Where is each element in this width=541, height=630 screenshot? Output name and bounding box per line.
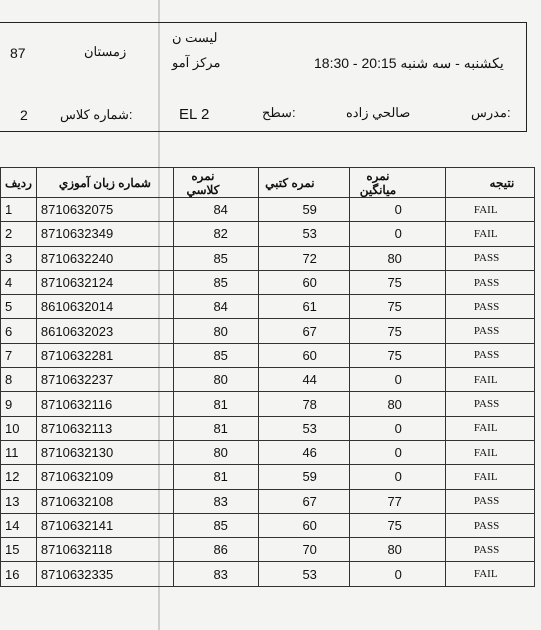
cell-class-score: 80 <box>173 368 258 392</box>
cell-written-score: 70 <box>258 538 349 562</box>
cell-row-number: 2 <box>1 222 37 246</box>
col-header-student-id: شماره زبان آموزي <box>36 168 173 198</box>
cell-average-score: 0 <box>349 416 445 440</box>
cell-average-score: 0 <box>349 368 445 392</box>
cell-average-score: 0 <box>349 222 445 246</box>
cell-student-id: 8710632281 <box>36 343 173 367</box>
class-schedule: يكشنبه - سه شنبه 20:15 - 18:30 <box>314 55 504 71</box>
cell-class-score: 82 <box>173 222 258 246</box>
cell-written-score: 60 <box>258 343 349 367</box>
table-row <box>1 343 535 367</box>
cell-average-score: 0 <box>349 562 445 586</box>
cell-result: PASS <box>445 246 534 270</box>
cell-student-id: 8710632124 <box>36 270 173 294</box>
cell-row-number: 10 <box>1 416 37 440</box>
col-header-average-score: نمره ميانگين <box>349 168 445 198</box>
cell-class-score: 83 <box>173 562 258 586</box>
cell-row-number: 15 <box>1 538 37 562</box>
cell-student-id: 8710632335 <box>36 562 173 586</box>
cell-written-score: 59 <box>258 198 349 222</box>
table-row <box>1 538 535 562</box>
cell-class-score: 85 <box>173 343 258 367</box>
table-row <box>1 368 535 392</box>
cell-result: PASS <box>445 489 534 513</box>
table-row <box>1 489 535 513</box>
cell-row-number: 12 <box>1 465 37 489</box>
table-body <box>1 198 535 587</box>
table-row <box>1 246 535 270</box>
table-row <box>1 319 535 343</box>
cell-class-score: 80 <box>173 440 258 464</box>
cell-written-score: 44 <box>258 368 349 392</box>
cell-average-score: 0 <box>349 440 445 464</box>
cell-class-score: 85 <box>173 513 258 537</box>
table-row <box>1 295 535 319</box>
cell-average-score: 75 <box>349 295 445 319</box>
cell-written-score: 60 <box>258 513 349 537</box>
cell-class-score: 86 <box>173 538 258 562</box>
cell-student-id: 8710632141 <box>36 513 173 537</box>
cell-average-score: 80 <box>349 538 445 562</box>
cell-student-id: 8610632023 <box>36 319 173 343</box>
cell-student-id: 8710632109 <box>36 465 173 489</box>
cell-average-score: 75 <box>349 343 445 367</box>
cell-row-number: 13 <box>1 489 37 513</box>
cell-result: PASS <box>445 319 534 343</box>
cell-student-id: 8710632240 <box>36 246 173 270</box>
cell-average-score: 75 <box>349 513 445 537</box>
cell-result: FAIL <box>445 465 534 489</box>
cell-class-score: 83 <box>173 489 258 513</box>
cell-student-id: 8710632075 <box>36 198 173 222</box>
cell-class-score: 81 <box>173 392 258 416</box>
cell-student-id: 8710632237 <box>36 368 173 392</box>
season-label: زمستان <box>84 44 127 59</box>
cell-row-number: 3 <box>1 246 37 270</box>
table-row <box>1 270 535 294</box>
cell-student-id: 8710632108 <box>36 489 173 513</box>
cell-written-score: 53 <box>258 416 349 440</box>
table-row <box>1 222 535 246</box>
cell-result: FAIL <box>445 368 534 392</box>
cell-result: FAIL <box>445 562 534 586</box>
cell-written-score: 72 <box>258 246 349 270</box>
cell-student-id: 8710632113 <box>36 416 173 440</box>
level-label: سطح: <box>262 105 296 120</box>
center-label: مركز آمو <box>172 55 221 70</box>
cell-row-number: 4 <box>1 270 37 294</box>
table-header-row <box>1 168 535 198</box>
cell-result: FAIL <box>445 222 534 246</box>
cell-row-number: 7 <box>1 343 37 367</box>
class-number-value: 2 <box>20 107 28 123</box>
cell-student-id: 8610632014 <box>36 295 173 319</box>
cell-student-id: 8710632118 <box>36 538 173 562</box>
cell-average-score: 77 <box>349 489 445 513</box>
cell-written-score: 78 <box>258 392 349 416</box>
cell-row-number: 16 <box>1 562 37 586</box>
season-number: 87 <box>10 45 26 61</box>
cell-result: PASS <box>445 513 534 537</box>
table-row <box>1 465 535 489</box>
cell-class-score: 84 <box>173 295 258 319</box>
cell-row-number: 6 <box>1 319 37 343</box>
cell-student-id: 8710632116 <box>36 392 173 416</box>
cell-class-score: 81 <box>173 416 258 440</box>
cell-written-score: 67 <box>258 319 349 343</box>
cell-average-score: 0 <box>349 465 445 489</box>
cell-average-score: 80 <box>349 246 445 270</box>
cell-class-score: 84 <box>173 198 258 222</box>
cell-average-score: 80 <box>349 392 445 416</box>
cell-average-score: 75 <box>349 270 445 294</box>
list-title: ليست ن <box>172 30 218 45</box>
cell-student-id: 8710632349 <box>36 222 173 246</box>
table-row <box>1 562 535 586</box>
col-header-class-score: نمره كلاسي <box>173 168 258 198</box>
table-row <box>1 392 535 416</box>
cell-result: PASS <box>445 270 534 294</box>
cell-result: PASS <box>445 392 534 416</box>
cell-row-number: 9 <box>1 392 37 416</box>
cell-average-score: 75 <box>349 319 445 343</box>
col-header-written-score: نمره كتبي <box>258 168 349 198</box>
cell-written-score: 61 <box>258 295 349 319</box>
cell-written-score: 53 <box>258 562 349 586</box>
cell-written-score: 67 <box>258 489 349 513</box>
table-row <box>1 513 535 537</box>
cell-result: PASS <box>445 295 534 319</box>
cell-result: PASS <box>445 343 534 367</box>
cell-row-number: 5 <box>1 295 37 319</box>
cell-written-score: 53 <box>258 222 349 246</box>
cell-student-id: 8710632130 <box>36 440 173 464</box>
level-value: EL 2 <box>179 106 210 123</box>
cell-row-number: 11 <box>1 440 37 464</box>
cell-written-score: 60 <box>258 270 349 294</box>
teacher-name: صالحي زاده <box>346 105 411 120</box>
table-row <box>1 416 535 440</box>
results-table <box>0 167 535 587</box>
class-number-label: شماره كلاس: <box>60 107 133 122</box>
cell-written-score: 46 <box>258 440 349 464</box>
table-row <box>1 440 535 464</box>
cell-class-score: 80 <box>173 319 258 343</box>
cell-result: FAIL <box>445 416 534 440</box>
col-header-row: رديف <box>1 168 37 198</box>
cell-written-score: 59 <box>258 465 349 489</box>
cell-class-score: 85 <box>173 270 258 294</box>
cell-class-score: 85 <box>173 246 258 270</box>
cell-average-score: 0 <box>349 198 445 222</box>
cell-row-number: 8 <box>1 368 37 392</box>
teacher-label: مدرس: <box>471 105 511 120</box>
cell-result: FAIL <box>445 440 534 464</box>
cell-class-score: 81 <box>173 465 258 489</box>
cell-result: FAIL <box>445 198 534 222</box>
cell-result: PASS <box>445 538 534 562</box>
table-row <box>1 198 535 222</box>
cell-row-number: 14 <box>1 513 37 537</box>
cell-row-number: 1 <box>1 198 37 222</box>
col-header-result: نتيجه <box>445 168 534 198</box>
